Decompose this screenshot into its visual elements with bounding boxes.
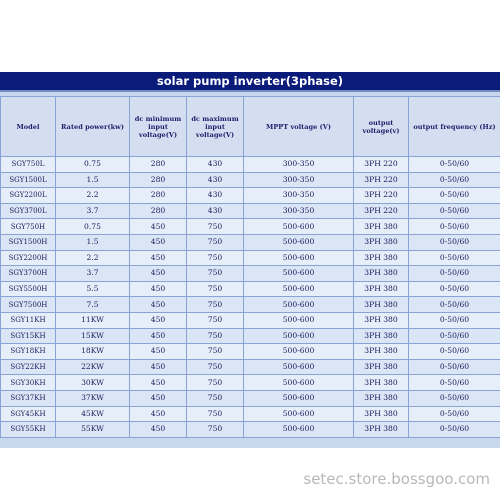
- cell-mppt: 500-600: [244, 297, 354, 313]
- cell-mppt: 500-600: [244, 281, 354, 297]
- cell-rated-power: 2.2: [56, 250, 130, 266]
- table-row: [1, 297, 500, 313]
- cell-mppt: 500-600: [244, 375, 354, 391]
- table-body: [1, 157, 500, 438]
- cell-output-frequency: 0-50/60: [409, 172, 500, 188]
- cell-dc-max: 750: [187, 219, 244, 235]
- cell-output-voltage: 3PH 380: [354, 250, 409, 266]
- cell-output-frequency: 0-50/60: [409, 406, 500, 422]
- cell-rated-power: 3.7: [56, 203, 130, 219]
- table-row: [1, 422, 500, 438]
- cell-output-frequency: 0-50/60: [409, 281, 500, 297]
- cell-mppt: 500-600: [244, 422, 354, 438]
- cell-output-frequency: 0-50/60: [409, 422, 500, 438]
- table-row: [1, 266, 500, 282]
- table-row: [1, 312, 500, 328]
- cell-dc-max: 750: [187, 406, 244, 422]
- cell-dc-max: 750: [187, 266, 244, 282]
- cell-rated-power: 5.5: [56, 281, 130, 297]
- cell-dc-max: 750: [187, 312, 244, 328]
- cell-mppt: 500-600: [244, 312, 354, 328]
- cell-model: SGY18KH: [1, 344, 56, 360]
- cell-model: SGY15KH: [1, 328, 56, 344]
- cell-rated-power: 0.75: [56, 157, 130, 173]
- cell-dc-max: 430: [187, 172, 244, 188]
- cell-model: SGY30KH: [1, 375, 56, 391]
- cell-mppt: 500-600: [244, 344, 354, 360]
- cell-output-frequency: 0-50/60: [409, 219, 500, 235]
- cell-output-frequency: 0-50/60: [409, 390, 500, 406]
- cell-output-frequency: 0-50/60: [409, 328, 500, 344]
- cell-rated-power: 1.5: [56, 234, 130, 250]
- cell-mppt: 500-600: [244, 406, 354, 422]
- cell-output-frequency: 0-50/60: [409, 359, 500, 375]
- cell-dc-min: 450: [130, 359, 187, 375]
- table-row: [1, 219, 500, 235]
- cell-dc-min: 450: [130, 344, 187, 360]
- cell-output-voltage: 3PH 380: [354, 359, 409, 375]
- cell-dc-min: 450: [130, 266, 187, 282]
- cell-mppt: 500-600: [244, 359, 354, 375]
- cell-dc-min: 280: [130, 203, 187, 219]
- header-dc-max-voltage: dc maximum input voltage(V): [187, 97, 244, 157]
- cell-output-voltage: 3PH 220: [354, 188, 409, 204]
- cell-model: SGY750H: [1, 219, 56, 235]
- spec-table: [0, 96, 500, 438]
- cell-dc-min: 450: [130, 297, 187, 313]
- table-row: [1, 375, 500, 391]
- cell-mppt: 500-600: [244, 328, 354, 344]
- cell-model: SGY2200H: [1, 250, 56, 266]
- cell-output-voltage: 3PH 380: [354, 328, 409, 344]
- cell-dc-min: 450: [130, 250, 187, 266]
- cell-dc-min: 450: [130, 406, 187, 422]
- cell-rated-power: 7.5: [56, 297, 130, 313]
- cell-output-voltage: 3PH 380: [354, 344, 409, 360]
- cell-output-voltage: 3PH 220: [354, 172, 409, 188]
- cell-output-frequency: 0-50/60: [409, 266, 500, 282]
- cell-dc-min: 450: [130, 219, 187, 235]
- cell-output-frequency: 0-50/60: [409, 203, 500, 219]
- cell-output-voltage: 3PH 220: [354, 157, 409, 173]
- table-row: [1, 188, 500, 204]
- cell-model: SGY3700H: [1, 266, 56, 282]
- table-row: [1, 250, 500, 266]
- header-output-voltage: output voltage(v): [354, 97, 409, 157]
- cell-output-voltage: 3PH 380: [354, 375, 409, 391]
- cell-mppt: 500-600: [244, 390, 354, 406]
- table-row: [1, 359, 500, 375]
- cell-dc-max: 750: [187, 281, 244, 297]
- cell-dc-max: 750: [187, 344, 244, 360]
- cell-model: SGY37KH: [1, 390, 56, 406]
- cell-model: SGY22KH: [1, 359, 56, 375]
- cell-model: SGY45KH: [1, 406, 56, 422]
- cell-mppt: 500-600: [244, 219, 354, 235]
- cell-dc-min: 450: [130, 422, 187, 438]
- table-row: [1, 406, 500, 422]
- cell-model: SGY3700L: [1, 203, 56, 219]
- cell-rated-power: 3.7: [56, 266, 130, 282]
- cell-rated-power: 0.75: [56, 219, 130, 235]
- spec-sheet: [0, 72, 500, 448]
- cell-dc-min: 280: [130, 172, 187, 188]
- cell-output-voltage: 3PH 380: [354, 219, 409, 235]
- cell-dc-min: 450: [130, 234, 187, 250]
- cell-output-voltage: 3PH 380: [354, 281, 409, 297]
- header-output-frequency: output frequency (Hz): [409, 97, 500, 157]
- table-title: solar pump inverter(3phase): [0, 72, 500, 92]
- table-row: [1, 281, 500, 297]
- cell-output-frequency: 0-50/60: [409, 375, 500, 391]
- cell-rated-power: 18KW: [56, 344, 130, 360]
- cell-mppt: 500-600: [244, 250, 354, 266]
- cell-mppt: 500-600: [244, 266, 354, 282]
- header-mppt-voltage: MPPT voltage (V): [244, 97, 354, 157]
- cell-dc-max: 750: [187, 422, 244, 438]
- cell-output-voltage: 3PH 380: [354, 422, 409, 438]
- cell-output-voltage: 3PH 380: [354, 234, 409, 250]
- cell-output-frequency: 0-50/60: [409, 234, 500, 250]
- cell-output-frequency: 0-50/60: [409, 188, 500, 204]
- cell-rated-power: 1.5: [56, 172, 130, 188]
- header-model: Model: [1, 97, 56, 157]
- cell-rated-power: 45KW: [56, 406, 130, 422]
- watermark: setec.store.bossgoo.com: [303, 470, 490, 488]
- table-row: [1, 157, 500, 173]
- cell-dc-max: 750: [187, 297, 244, 313]
- cell-output-voltage: 3PH 380: [354, 266, 409, 282]
- cell-dc-max: 750: [187, 234, 244, 250]
- bottom-bar: [0, 438, 500, 448]
- cell-dc-max: 430: [187, 188, 244, 204]
- cell-dc-max: 750: [187, 250, 244, 266]
- cell-dc-min: 280: [130, 157, 187, 173]
- cell-model: SGY1500L: [1, 172, 56, 188]
- cell-model: SGY2200L: [1, 188, 56, 204]
- table-row: [1, 172, 500, 188]
- cell-output-frequency: 0-50/60: [409, 157, 500, 173]
- cell-model: SGY1500H: [1, 234, 56, 250]
- cell-dc-max: 430: [187, 157, 244, 173]
- cell-dc-max: 750: [187, 328, 244, 344]
- cell-output-voltage: 3PH 380: [354, 390, 409, 406]
- cell-output-frequency: 0-50/60: [409, 344, 500, 360]
- cell-output-voltage: 3PH 380: [354, 406, 409, 422]
- cell-model: SGY750L: [1, 157, 56, 173]
- header-row: [1, 97, 500, 157]
- cell-mppt: 500-600: [244, 234, 354, 250]
- cell-mppt: 300-350: [244, 157, 354, 173]
- cell-output-voltage: 3PH 380: [354, 297, 409, 313]
- cell-model: SGY11KH: [1, 312, 56, 328]
- cell-mppt: 300-350: [244, 203, 354, 219]
- cell-output-frequency: 0-50/60: [409, 250, 500, 266]
- table-row: [1, 344, 500, 360]
- table-row: [1, 328, 500, 344]
- cell-dc-max: 750: [187, 359, 244, 375]
- cell-output-frequency: 0-50/60: [409, 297, 500, 313]
- cell-model: SGY55KH: [1, 422, 56, 438]
- cell-dc-min: 450: [130, 312, 187, 328]
- cell-model: SGY7500H: [1, 297, 56, 313]
- cell-dc-min: 450: [130, 328, 187, 344]
- cell-output-voltage: 3PH 380: [354, 312, 409, 328]
- cell-model: SGY5500H: [1, 281, 56, 297]
- table-row: [1, 390, 500, 406]
- cell-dc-min: 450: [130, 281, 187, 297]
- cell-rated-power: 55KW: [56, 422, 130, 438]
- table-row: [1, 234, 500, 250]
- header-dc-min-voltage: dc minimum input voltage(V): [130, 97, 187, 157]
- header-rated-power: Rated power(kw): [56, 97, 130, 157]
- cell-dc-max: 430: [187, 203, 244, 219]
- cell-mppt: 300-350: [244, 172, 354, 188]
- cell-dc-min: 450: [130, 375, 187, 391]
- cell-rated-power: 11KW: [56, 312, 130, 328]
- cell-output-voltage: 3PH 220: [354, 203, 409, 219]
- cell-dc-min: 450: [130, 390, 187, 406]
- cell-dc-max: 750: [187, 390, 244, 406]
- table-row: [1, 203, 500, 219]
- cell-rated-power: 37KW: [56, 390, 130, 406]
- cell-rated-power: 15KW: [56, 328, 130, 344]
- cell-rated-power: 2.2: [56, 188, 130, 204]
- cell-dc-min: 280: [130, 188, 187, 204]
- cell-rated-power: 22KW: [56, 359, 130, 375]
- cell-output-frequency: 0-50/60: [409, 312, 500, 328]
- cell-mppt: 300-350: [244, 188, 354, 204]
- cell-rated-power: 30KW: [56, 375, 130, 391]
- cell-dc-max: 750: [187, 375, 244, 391]
